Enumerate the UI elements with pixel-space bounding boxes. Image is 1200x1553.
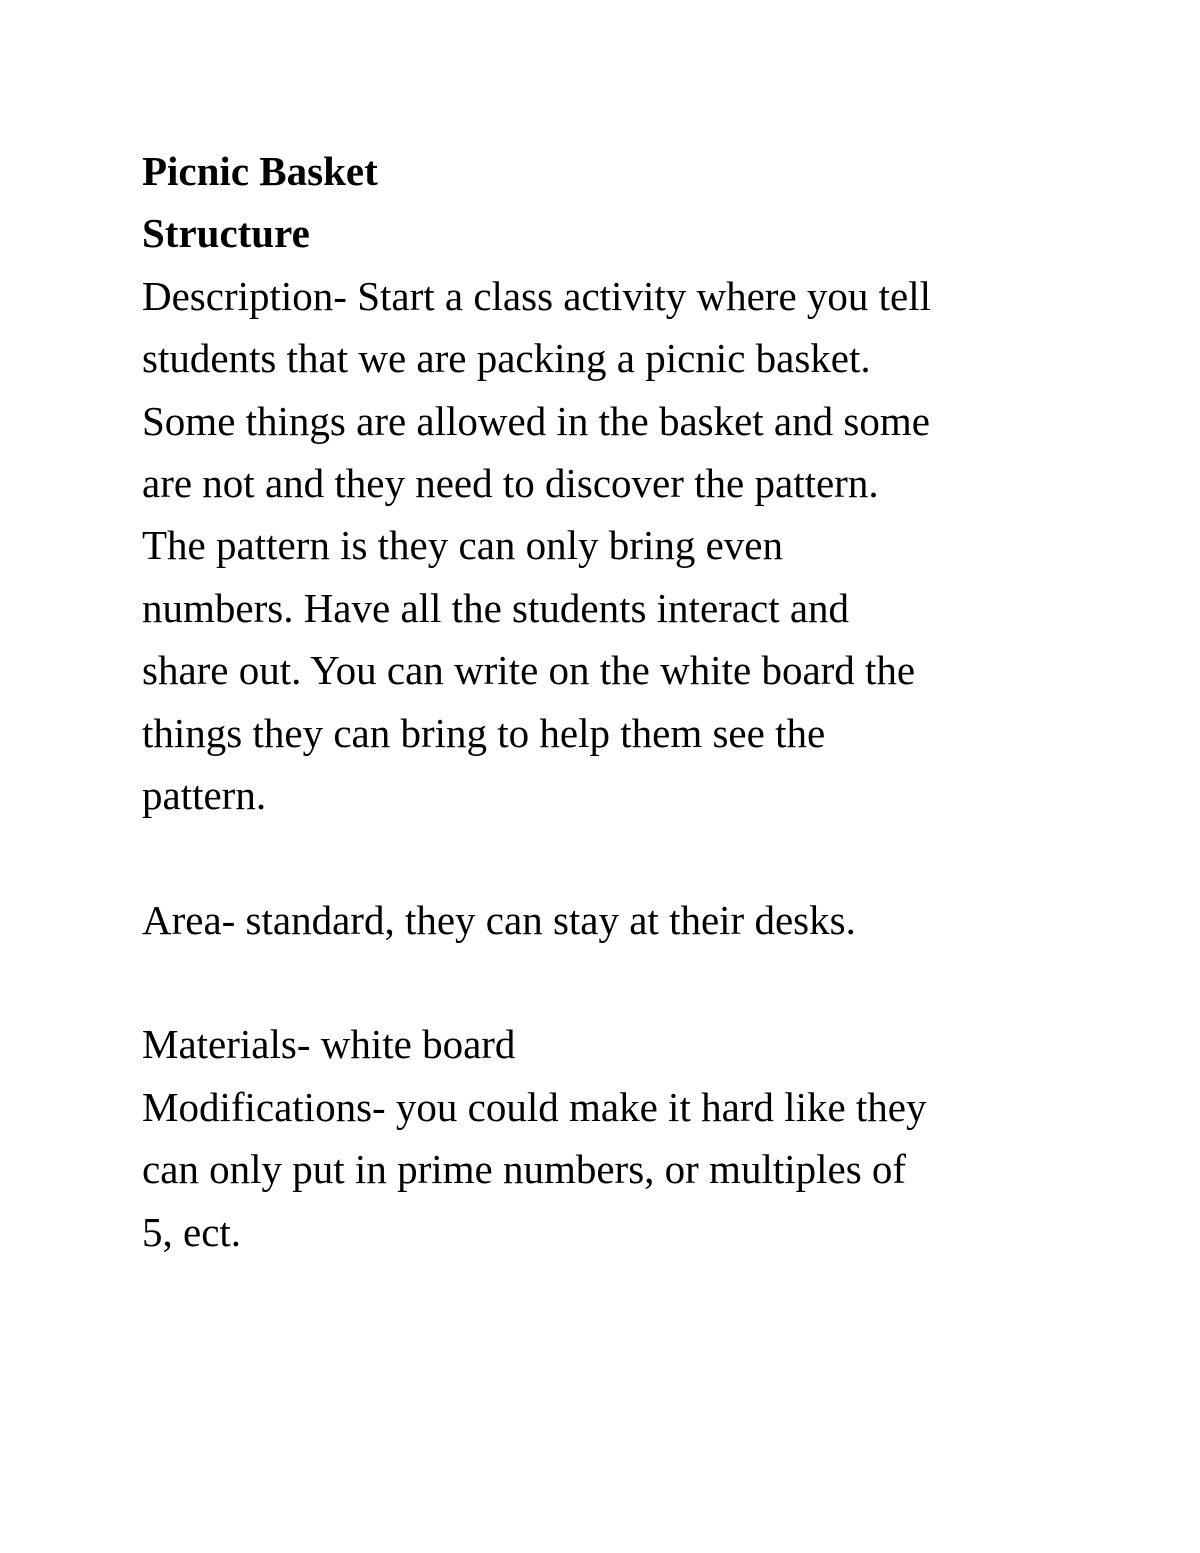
modifications-paragraph <box>142 1076 1062 1263</box>
materials-paragraph: Materials- white board <box>142 1021 516 1068</box>
blank-line <box>142 951 1062 1013</box>
description-line: pattern. <box>142 771 267 818</box>
modifications-line: can only put in prime numbers, or multiples of <box>142 1146 907 1193</box>
description-line: share out. You can write on the white board the <box>142 647 916 694</box>
modifications-line: Modifications- you could make it hard like they <box>142 1083 927 1130</box>
description-line: things they can bring to help them see the <box>142 709 826 756</box>
blank-line <box>142 826 1062 888</box>
description-line: are not and they need to discover the pattern. <box>142 459 879 506</box>
description-paragraph <box>142 265 1062 827</box>
description-line: students that we are packing a picnic basket. <box>142 335 871 382</box>
description-line: The pattern is they can only bring even <box>142 522 783 569</box>
section-heading: Structure <box>142 210 310 257</box>
description-line: Description- Start a class activity where you tell <box>142 272 932 319</box>
document-body <box>142 140 1062 1263</box>
description-line: Some things are allowed in the basket and some <box>142 397 930 444</box>
modifications-line: 5, ect. <box>142 1208 242 1255</box>
description-line: numbers. Have all the students interact and <box>142 584 850 631</box>
document-title: Picnic Basket <box>142 148 378 194</box>
area-paragraph: Area- standard, they can stay at their desks. <box>142 896 856 943</box>
